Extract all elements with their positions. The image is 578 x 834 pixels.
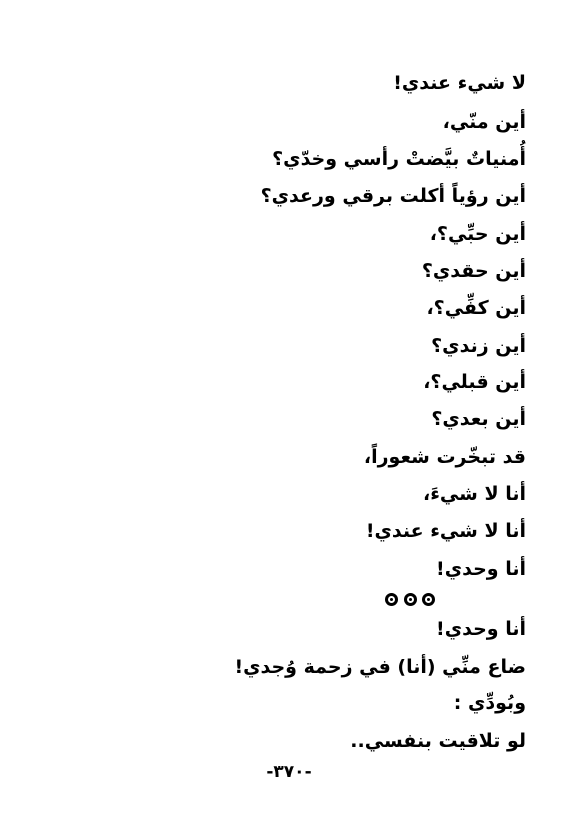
poem-line-15: أنا وحدي! xyxy=(436,618,526,640)
poem-line-3: أُمنياتٌ بيَّضتْ رأسي وخدّي؟ xyxy=(272,148,526,170)
poem-line-8: أين زندي؟ xyxy=(431,335,526,357)
flower-icon xyxy=(404,593,417,606)
section-divider-ornament xyxy=(385,590,435,608)
poem-line-12: أنا لا شيءَ، xyxy=(423,483,526,505)
poem-line-18: لو تلاقيت بنفسي.. xyxy=(350,730,526,752)
poem-line-5: أين حبِّي؟، xyxy=(429,223,526,245)
poem-line-17: وبُودِّي : xyxy=(453,692,526,714)
poem-line-6: أين حقدي؟ xyxy=(421,260,526,282)
poem-line-16: ضاع منِّي (أنا) في زحمة وُجدي! xyxy=(234,656,526,678)
poem-line-13: أنا لا شيء عندي! xyxy=(365,520,526,542)
poem-line-7: أين كفِّي؟، xyxy=(426,297,526,319)
poem-line-9: أين قبلي؟، xyxy=(423,371,526,393)
poem-line-14: أنا وحدي! xyxy=(436,558,526,580)
poem-line-11: قد تبخّرت شعوراً، xyxy=(363,446,526,468)
poem-line-2: أين منّي، xyxy=(442,111,526,133)
poem-line-4: أين رؤياً أكلت برقي ورعدي؟ xyxy=(260,185,526,207)
flower-icon xyxy=(385,593,398,606)
flower-icon xyxy=(422,593,435,606)
page-number: -٣٧٠- xyxy=(266,762,312,782)
poem-line-10: أين بعدي؟ xyxy=(431,408,526,430)
poem-line-1: لا شيء عندي! xyxy=(393,72,526,94)
